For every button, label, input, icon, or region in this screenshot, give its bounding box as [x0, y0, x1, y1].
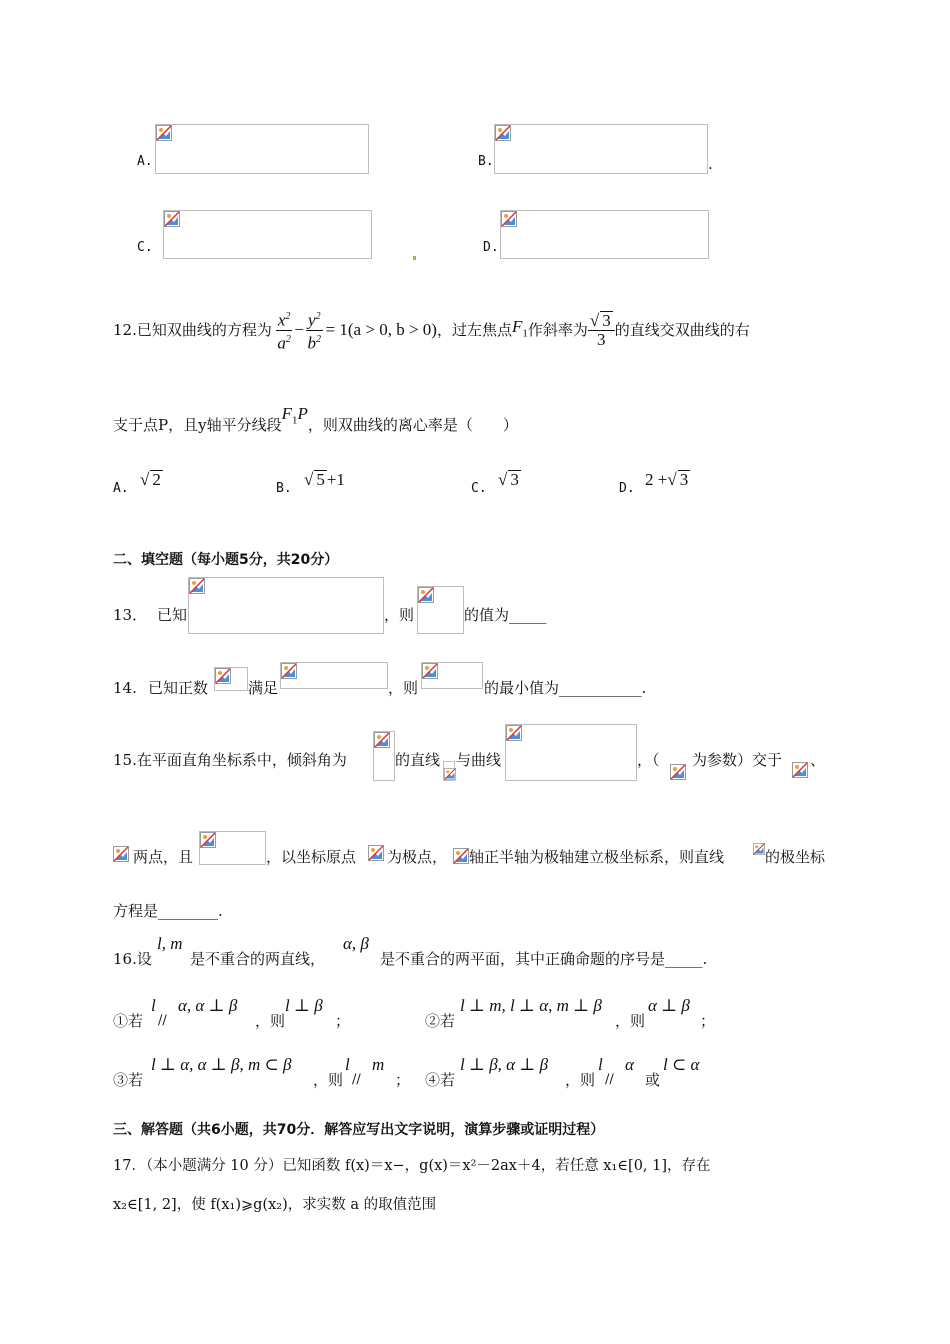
q15-curve-image: [505, 724, 637, 781]
broken-image-icon: [670, 764, 686, 780]
q15-line1-a: 15.在平面直角坐标系中，倾斜角为: [113, 751, 347, 769]
q16-case1-cond: α, α ⊥ β: [178, 996, 238, 1015]
eq-rest: = 1(a > 0, b > 0): [325, 320, 437, 339]
q16-text2: 是不重合的两直线，: [190, 950, 326, 968]
q14-image-3: [421, 662, 483, 689]
q15-param-image: [670, 764, 690, 781]
eq-minus: −: [294, 320, 305, 339]
q16-case3-l: l: [345, 1055, 350, 1074]
broken-image-icon: [495, 125, 511, 141]
q12-opt-a-value: √ 2: [140, 470, 161, 489]
q12-line2-text1: 支于点P，且y轴平分线段: [113, 416, 282, 435]
option-c-label: C.: [137, 240, 153, 255]
q14-text3: ，则: [388, 679, 419, 697]
q15-point-a-image: [792, 762, 810, 780]
q15-line-l-image: [443, 761, 455, 781]
q17-line2: x₂∈[1, 2]，使 f(x₁)⩾g(x₂)，求实数 a 的取值范围: [113, 1197, 437, 1213]
q15-x-axis-image: [453, 848, 469, 864]
option-d-image: [500, 210, 709, 259]
q12-text1: 已知双曲线的方程为: [136, 321, 272, 339]
q16-case2-then: ，则: [615, 1012, 646, 1030]
q16-case3-cond: l ⊥ α, α ⊥ β, m ⊂ β: [151, 1055, 292, 1074]
option-b-label: B.: [478, 154, 494, 169]
q15-line2-b: ，以坐标原点: [266, 848, 357, 866]
q16-case2-prefix: ②若: [425, 1012, 456, 1030]
broken-image-icon: [156, 125, 172, 141]
broken-image-icon: [444, 768, 456, 780]
q15-line1-b: 的直线: [395, 751, 441, 769]
q15-ab-image: [199, 831, 266, 865]
q12-text3: 作斜率为: [527, 321, 588, 339]
q12-number: 12.: [113, 321, 137, 339]
broken-image-icon: [453, 848, 469, 864]
q13-text2: ，则: [384, 606, 415, 624]
q15-line3: 方程是________.: [113, 902, 223, 920]
broken-image-icon: [374, 732, 390, 748]
broken-image-icon: [422, 663, 438, 679]
q15-origin-image: [368, 845, 387, 863]
f1-symbol: $F_1$: [511, 316, 528, 340]
q16-case1-end: ；: [335, 1012, 351, 1030]
q12-text2: ，过左焦点: [436, 321, 512, 339]
q16-case2-end: ；: [700, 1012, 716, 1030]
q16-case2-cond: l ⊥ m, l ⊥ α, m ⊥ β: [460, 996, 602, 1015]
q15-line1-f: 、: [810, 751, 826, 769]
q15-angle-image: [373, 731, 395, 781]
q12-text4: 的直线交双曲线的右: [614, 321, 750, 339]
q16-case3-prefix: ③若: [113, 1071, 144, 1089]
stray-dot: [413, 256, 416, 260]
q14-image-2: [280, 662, 388, 689]
q15-line1-e: 为参数）交于: [692, 751, 783, 769]
broken-image-icon: [113, 846, 129, 862]
q14-text1: 已知正数: [148, 679, 209, 697]
option-a-image: [155, 124, 369, 174]
q16-case3-parallel: //: [352, 1072, 361, 1087]
q15-line2-d: 轴正半轴为极轴建立极坐标系，则直线: [469, 848, 725, 866]
q12-line2-text2: ，则双曲线的离心率是（ ）: [307, 416, 518, 435]
broken-image-icon: [792, 762, 808, 778]
slope-frac: $\frac{√ 3}{3}$: [588, 311, 615, 349]
section-3-title: 三、解答题（共6小题，共70分．解答应写出文字说明，演算步骤或证明过程）: [113, 1122, 605, 1138]
broken-image-icon: [200, 832, 216, 848]
q13-image-2: [417, 586, 464, 634]
q16-case3-end: ；: [395, 1071, 411, 1089]
q16-case4-or: 或: [645, 1071, 661, 1089]
q12-opt-d-value: 2 +√ 3: [645, 470, 689, 489]
option-b-period: .: [708, 155, 713, 173]
q16-case1-prefix: ①若: [113, 1012, 144, 1030]
q16-case1-then: ，则: [255, 1012, 286, 1030]
q12-opt-c-value: √ 3: [498, 470, 519, 489]
q12-line1: [113, 305, 750, 355]
section-2-title: 二、填空题（每小题5分，共20分）: [113, 552, 339, 568]
q16-case4-then: ，则: [565, 1071, 596, 1089]
q15-line2-c: 为极点，: [387, 848, 448, 866]
broken-image-icon: [418, 587, 434, 603]
q16-case3-result: m: [372, 1055, 385, 1074]
q16-text1: 16.设: [113, 950, 152, 968]
q16-ab: α, β: [343, 934, 369, 953]
q12-line2: [113, 404, 518, 438]
q15-point-b-image: [113, 846, 132, 865]
q16-lm: l, m: [157, 934, 183, 953]
q17-line1: 17．（本小题满分 10 分）已知函数 f(x)＝x−，g(x)＝x²－2ax＋4，若任意 x₁∈[0, 1]，存在: [113, 1158, 711, 1174]
q16-text3: 是不重合的两平面，其中正确命题的序号是_____.: [380, 950, 708, 968]
q15-line1-c: 与曲线: [456, 751, 502, 769]
eq-x-frac: $\frac{x^2}{a^2}$: [276, 308, 293, 352]
broken-image-icon: [281, 663, 297, 679]
broken-image-icon: [368, 845, 384, 861]
q15-line1-d: ，（: [637, 751, 660, 769]
q16-case4-result: α: [625, 1055, 634, 1074]
q15-line-l2-image: [753, 843, 765, 863]
q16-case4-cond: l ⊥ β, α ⊥ β: [460, 1055, 549, 1074]
q16-case1-result: l ⊥ β: [285, 996, 323, 1015]
q16-case4-l: l: [598, 1055, 603, 1074]
option-c-image: [163, 210, 372, 259]
q14-image-1: [214, 667, 248, 691]
q16-case4-parallel: //: [605, 1072, 614, 1087]
eq-y-frac: $\frac{y^2}{b^2}$: [306, 308, 323, 352]
broken-image-icon: [215, 668, 231, 684]
q12-opt-c-label: C.: [471, 481, 487, 496]
q16-case4-result2: l ⊂ α: [663, 1055, 700, 1074]
broken-image-icon: [506, 725, 522, 741]
q16-case1-parallel: //: [158, 1013, 167, 1028]
q13-text3: 的值为_____: [464, 606, 547, 624]
q16-case3-then: ，则: [313, 1071, 344, 1089]
q15-line2-a: 两点，且: [133, 848, 194, 866]
q12-opt-b-value: √ 5 +1: [304, 470, 345, 489]
q12-opt-d-label: D.: [619, 481, 635, 496]
q14-number: 14.: [113, 679, 137, 697]
q16-case1-l: l: [151, 996, 156, 1015]
q13-text1: 已知: [157, 606, 188, 624]
q15-line2-e: 的极坐标: [765, 848, 826, 866]
broken-image-icon: [189, 578, 205, 594]
segment-f1p: $F_1P$: [281, 404, 308, 427]
option-a-label: A.: [137, 154, 153, 169]
broken-image-icon: [753, 843, 765, 855]
q12-opt-a-label: A.: [113, 481, 129, 496]
q16-case2-result: α ⊥ β: [648, 996, 690, 1015]
broken-image-icon: [164, 211, 180, 227]
q16-case4-prefix: ④若: [425, 1071, 456, 1089]
option-b-image: [494, 124, 708, 174]
q14-text2: 满足: [248, 679, 279, 697]
broken-image-icon: [501, 211, 517, 227]
q12-opt-b-label: B.: [276, 481, 292, 496]
q14-text4: 的最小值为___________.: [484, 679, 647, 697]
q13-image-1: [188, 577, 384, 634]
option-d-label: D.: [483, 240, 499, 255]
q13-number: 13．: [113, 606, 148, 624]
